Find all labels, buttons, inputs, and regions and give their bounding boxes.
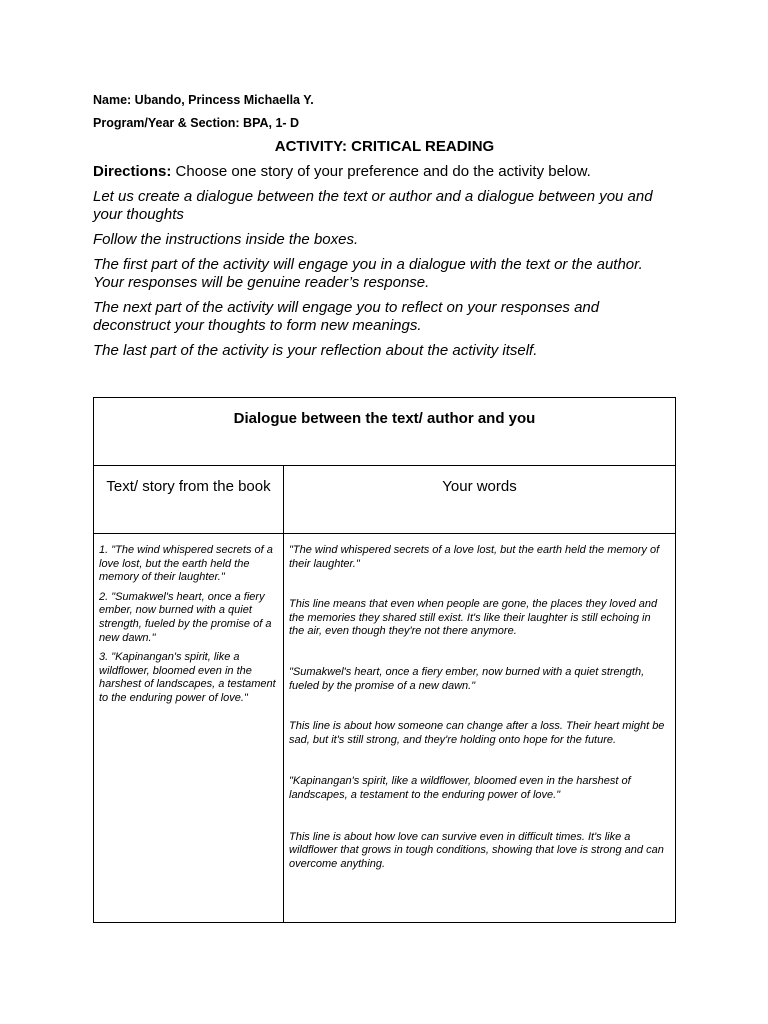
directions-label: Directions: bbox=[93, 163, 172, 180]
instruction-paragraph: The next part of the activity will engage you to reflect on your responses and deconstruct your thoughts to form new meanings. bbox=[93, 299, 600, 334]
response-quote: "Sumakwel's heart, once a fiery ember, now burned with a quiet strength, fueled by the promise of a new dawn." bbox=[289, 665, 645, 692]
right-column-header: Your words bbox=[442, 478, 517, 495]
left-column-header-cell bbox=[94, 466, 284, 534]
directions bbox=[93, 163, 676, 181]
response-explanation: This line means that even when people are gone, the places they loved and the memories they shared still exist. It's like their laughter is still echoing in the air, even though they're not there anymore. bbox=[289, 598, 658, 638]
story-quote: 2. "Sumakwel's heart, once a fiery ember, now burned with a quiet strength, fueled by the promise of a new dawn." bbox=[99, 590, 272, 644]
response-explanation: This line is about how someone can change after a loss. Their heart might be sad, but it's still strong, and they're holding onto hope for the future. bbox=[289, 720, 665, 746]
directions-text: Choose one story of your preference and do the activity below. bbox=[171, 163, 591, 180]
student-name: Name: Ubando, Princess Michaella Y. bbox=[93, 93, 314, 107]
instruction-paragraph: The last part of the activity is your reflection about the activity itself. bbox=[93, 342, 538, 359]
instruction-paragraph: Let us create a dialogue between the text or author and a dialogue between you and your thoughts bbox=[93, 188, 653, 223]
response-quote: "Kapinangan's spirit, like a wildflower, bloomed even in the harshest of landscapes, a testament to the enduring power of love." bbox=[289, 775, 631, 801]
right-content-cell bbox=[284, 534, 676, 923]
response-quote: "The wind whispered secrets of a love lost, but the earth held the memory of their laughter." bbox=[289, 544, 660, 570]
instruction-paragraph: The first part of the activity will engage you in a dialogue with the text or the author. Your responses will be genuine reader’s response. bbox=[93, 256, 643, 291]
document-body bbox=[93, 92, 676, 367]
right-column-header-cell bbox=[284, 466, 676, 534]
story-quote: 1. "The wind whispered secrets of a love lost, but the earth held the memory of their laughter." bbox=[99, 544, 273, 584]
instruction-paragraph: Follow the instructions inside the boxes. bbox=[93, 231, 359, 248]
left-column-header: Text/ story from the book bbox=[106, 478, 271, 495]
story-quote: 3. "Kapinangan's spirit, like a wildflower, bloomed even in the harshest of landscapes, a testament to the enduring power of love." bbox=[99, 651, 276, 704]
table-title: Dialogue between the text/ author and you bbox=[233, 410, 536, 427]
response-explanation: This line is about how love can survive even in difficult times. It's like a wildflower that grows in tough conditions, showing that love is strong and can overcome anything. bbox=[289, 830, 664, 870]
dialogue-table bbox=[93, 397, 676, 923]
table-title-cell bbox=[94, 398, 676, 466]
program-section: Program/Year & Section: BPA, 1- D bbox=[93, 116, 300, 130]
left-content-cell bbox=[94, 534, 284, 923]
activity-title: ACTIVITY: CRITICAL READING bbox=[274, 138, 495, 155]
